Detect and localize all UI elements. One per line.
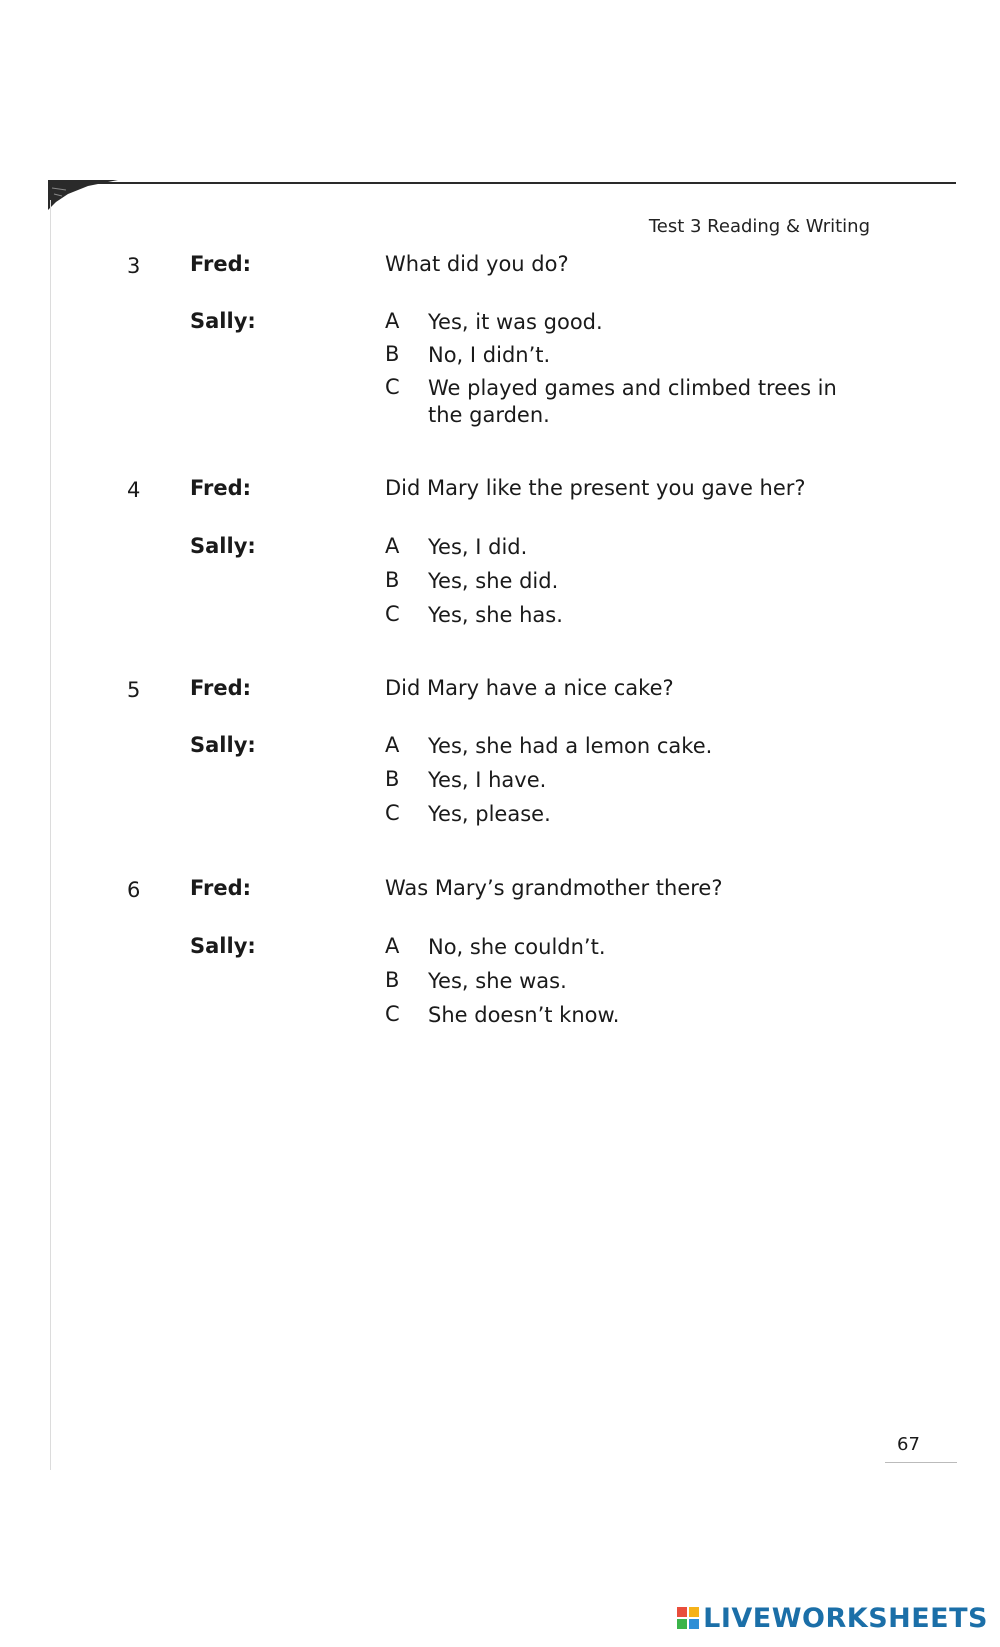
option-text: Yes, she has. <box>428 603 563 627</box>
option-letter: C <box>385 1002 400 1026</box>
speaker-fred: Fred: <box>190 252 252 276</box>
option-text: Yes, she was. <box>428 969 567 993</box>
logo-square-3 <box>677 1619 687 1629</box>
speaker-fred: Fred: <box>190 676 252 700</box>
question-text: Was Mary’s grandmother there? <box>385 876 723 900</box>
option-text: Yes, I did. <box>428 535 528 559</box>
speaker-sally: Sally: <box>190 309 256 333</box>
question-text: Did Mary like the present you gave her? <box>385 476 806 500</box>
speaker-sally: Sally: <box>190 934 256 958</box>
option-letter: C <box>385 375 400 399</box>
logo-square-4 <box>689 1619 699 1629</box>
logo-square-1 <box>677 1607 687 1617</box>
option-letter: A <box>385 534 400 558</box>
option-text: Yes, please. <box>428 802 551 826</box>
liveworksheets-logo[interactable] <box>677 1601 988 1635</box>
question-text: Did Mary have a nice cake? <box>385 676 674 700</box>
torn-corner-icon <box>48 180 118 210</box>
page-number: 67 <box>897 1434 920 1455</box>
option-text: No, she couldn’t. <box>428 935 606 959</box>
option-letter: B <box>385 968 400 992</box>
scan-margin-line <box>50 200 51 1470</box>
option-text: Yes, it was good. <box>428 310 603 334</box>
logo-text: LIVEWORKSHEETS <box>703 1602 988 1634</box>
question-number: 5 <box>127 678 141 702</box>
liveworksheets-logo-icon <box>677 1607 699 1629</box>
option-letter: B <box>385 568 400 592</box>
option-text: No, I didn’t. <box>428 343 551 367</box>
option-text: Yes, she had a lemon cake. <box>428 734 713 758</box>
question-text: What did you do? <box>385 252 569 276</box>
option-letter: A <box>385 934 400 958</box>
option-text: She doesn’t know. <box>428 1003 620 1027</box>
speaker-fred: Fred: <box>190 876 252 900</box>
question-number: 6 <box>127 878 141 902</box>
logo-square-2 <box>689 1607 699 1617</box>
option-letter: C <box>385 801 400 825</box>
option-letter: A <box>385 309 400 333</box>
option-letter: A <box>385 733 400 757</box>
question-number: 4 <box>127 478 141 502</box>
option-letter: B <box>385 342 400 366</box>
speaker-fred: Fred: <box>190 476 252 500</box>
option-text: Yes, she did. <box>428 569 559 593</box>
speaker-sally: Sally: <box>190 733 256 757</box>
question-number: 3 <box>127 254 141 278</box>
option-text: Yes, I have. <box>428 768 547 792</box>
option-letter: B <box>385 767 400 791</box>
header-rule <box>48 182 956 184</box>
speaker-sally: Sally: <box>190 534 256 558</box>
page-number-rule <box>885 1462 957 1463</box>
page-header-title: Test 3 Reading & Writing <box>648 216 870 237</box>
option-text: We played games and climbed trees in the garden. <box>428 376 837 427</box>
option-letter: C <box>385 602 400 626</box>
